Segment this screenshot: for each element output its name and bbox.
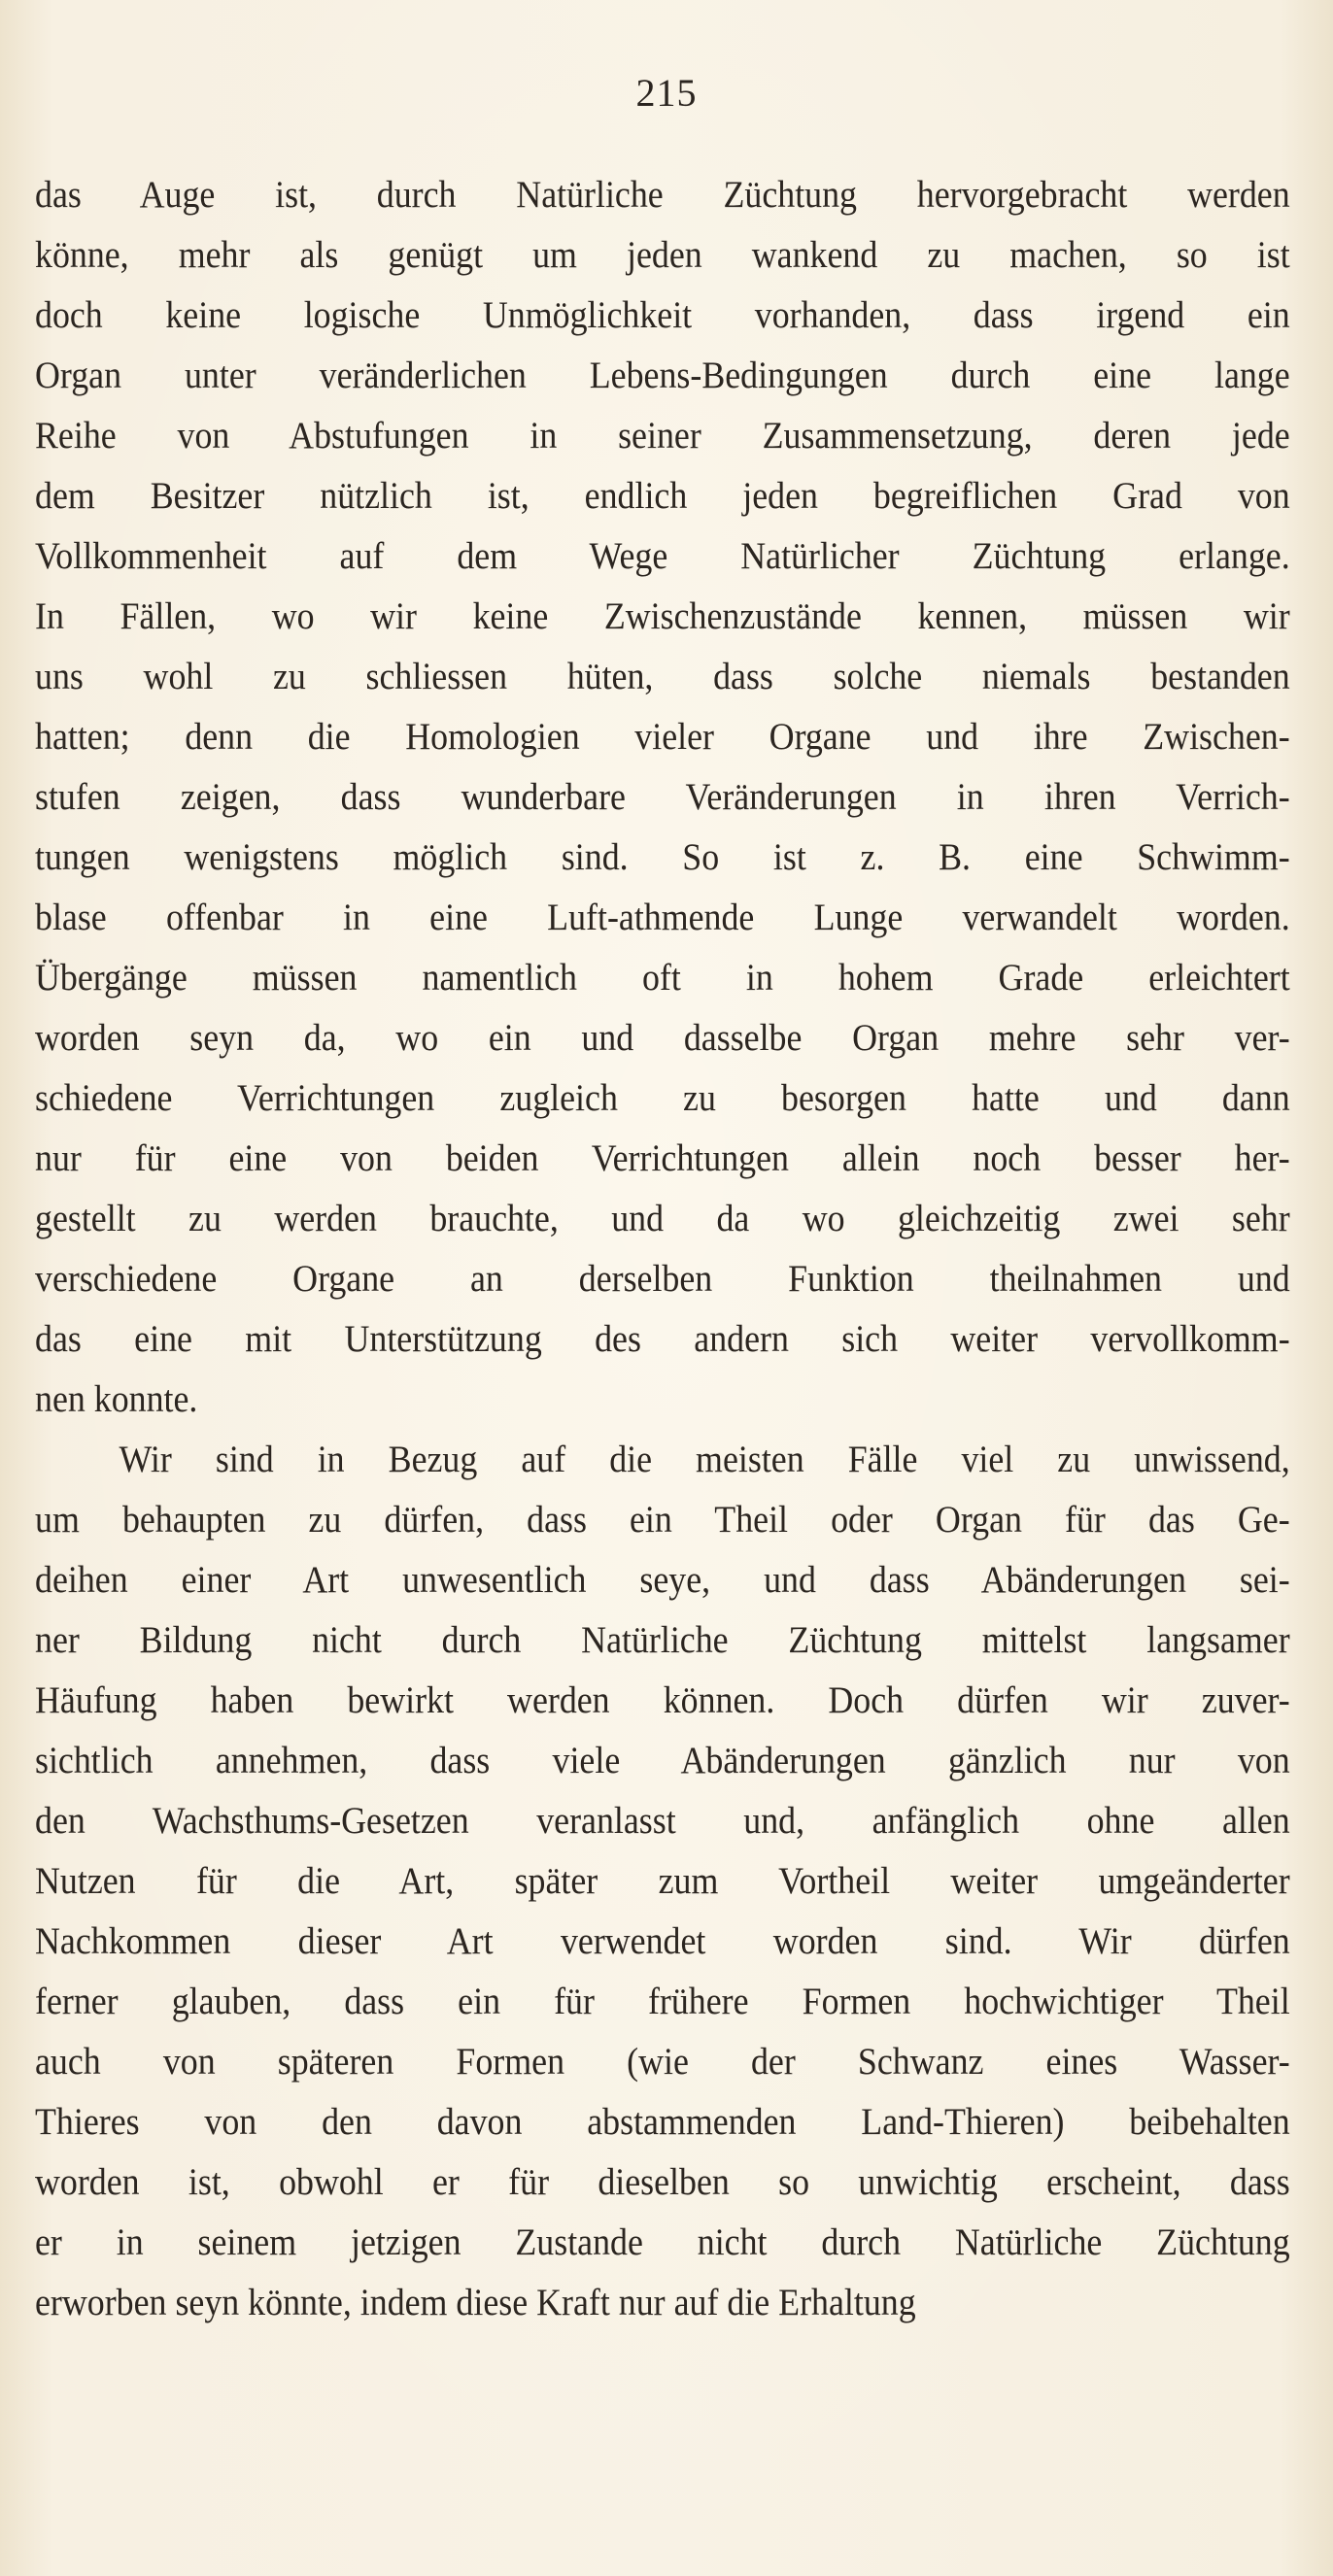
text-line: Wir sind in Bezug auf die meisten Fälle viel zu unwissend,	[119, 1439, 1290, 1480]
text-line: den Wachsthums-Gesetzen veranlasst und, anfänglich ohne allen	[35, 1800, 1290, 1842]
text-line: hatten; denn die Homologien vieler Organe und ihre Zwischen-	[35, 716, 1290, 758]
text-line: blase offenbar in eine Luft-athmende Lunge verwandelt worden.	[35, 897, 1290, 938]
text-line: das Auge ist, durch Natürliche Züchtung hervorgebracht werden	[35, 174, 1290, 216]
text-line: doch keine logische Unmöglichkeit vorhanden, dass irgend ein	[35, 294, 1290, 336]
text-line: deihen einer Art unwesentlich seye, und dass Abänderungen sei-	[35, 1559, 1290, 1601]
text-line: Thieres von den davon abstammenden Land-Thieren) beibehalten	[35, 2101, 1290, 2143]
text-line: worden ist, obwohl er für dieselben so unwichtig erscheint, dass	[35, 2161, 1290, 2203]
text-line: ferner glauben, dass ein für frühere Formen hochwichtiger Theil	[35, 1981, 1290, 2022]
text-line: nen konnte.	[35, 1378, 198, 1420]
text-line: das eine mit Unterstützung des andern sich weiter vervollkomm-	[35, 1318, 1290, 1360]
text-line: auch von späteren Formen (wie der Schwanz eines Wasser-	[35, 2041, 1290, 2083]
text-line: Nutzen für die Art, später zum Vortheil weiter umgeänderter	[35, 1860, 1290, 1902]
text-line: schiedene Verrichtungen zugleich zu besorgen hatte und dann	[35, 1077, 1290, 1119]
text-line: worden seyn da, wo ein und dasselbe Organ mehre sehr ver-	[35, 1017, 1290, 1059]
text-line: stufen zeigen, dass wunderbare Veränderungen in ihren Verrich-	[35, 776, 1290, 818]
text-line: Reihe von Abstufungen in seiner Zusammensetzung, deren jede	[35, 415, 1290, 457]
text-line: um behaupten zu dürfen, dass ein Theil oder Organ für das Ge-	[35, 1499, 1290, 1541]
paragraph	[35, 165, 1290, 1430]
text-line: erworben seyn könnte, indem diese Kraft nur auf die Erhaltung	[35, 2282, 916, 2323]
text-line: könne, mehr als genügt um jeden wankend zu machen, so ist	[35, 234, 1290, 276]
text-line: In Fällen, wo wir keine Zwischenzustände kennen, müssen wir	[35, 595, 1290, 637]
paragraph	[35, 1430, 1290, 2333]
text-line: ner Bildung nicht durch Natürliche Züchtung mittelst langsamer	[35, 1619, 1290, 1661]
text-line: Häufung haben bewirkt werden können. Doch dürfen wir zuver-	[35, 1679, 1290, 1721]
text-line: nur für eine von beiden Verrichtungen allein noch besser her-	[35, 1137, 1290, 1179]
text-line: Organ unter veränderlichen Lebens-Bedingungen durch eine lange	[35, 355, 1290, 396]
page-number: 215	[635, 71, 698, 115]
text-line: uns wohl zu schliessen hüten, dass solche niemals bestanden	[35, 656, 1290, 697]
text-line: er in seinem jetzigen Zustande nicht durch Natürliche Züchtung	[35, 2221, 1290, 2263]
text-line: Übergänge müssen namentlich oft in hohem Grade erleichtert	[35, 957, 1290, 999]
text-line: Vollkommenheit auf dem Wege Natürlicher Züchtung erlange.	[35, 535, 1290, 577]
text-line: verschiedene Organe an derselben Funktion theilnahmen und	[35, 1258, 1290, 1300]
text-line: dem Besitzer nützlich ist, endlich jeden begreiflichen Grad von	[35, 475, 1290, 517]
text-line: Nachkommen dieser Art verwendet worden sind. Wir dürfen	[35, 1920, 1290, 1962]
body-text	[35, 165, 1290, 2333]
text-line: gestellt zu werden brauchte, und da wo gleichzeitig zwei sehr	[35, 1198, 1290, 1239]
text-line: sichtlich annehmen, dass viele Abänderungen gänzlich nur von	[35, 1740, 1290, 1781]
text-line: tungen wenigstens möglich sind. So ist z. B. eine Schwimm-	[35, 836, 1290, 878]
